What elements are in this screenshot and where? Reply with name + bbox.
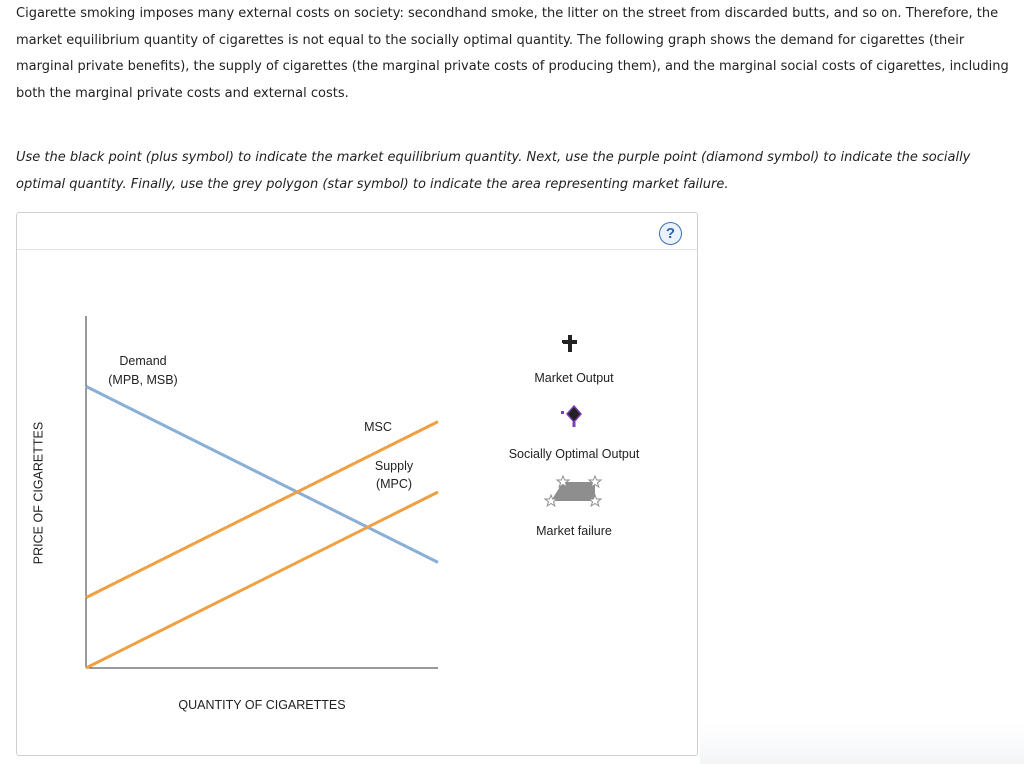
y-axis-label: PRICE OF CIGARETTES <box>31 421 46 565</box>
msc-curve <box>86 422 438 598</box>
plus-icon <box>562 335 577 352</box>
graph-panel <box>16 212 698 756</box>
x-axis-label: QUANTITY OF CIGARETTES <box>178 698 346 712</box>
demand-label: Demand <box>119 354 167 368</box>
supply-label: Supply <box>374 459 414 473</box>
diamond-icon <box>561 406 581 427</box>
market-output-tool[interactable] <box>534 335 614 385</box>
supply-curve <box>86 492 438 668</box>
socially-optimal-tool[interactable] <box>509 406 640 461</box>
demand-curve <box>86 386 438 562</box>
msc-label: MSC <box>364 420 392 434</box>
market-failure-tool[interactable] <box>536 476 612 538</box>
help-button[interactable]: ? <box>659 222 682 245</box>
market-failure-label: Market failure <box>536 524 612 538</box>
intro-text: Cigarette smoking imposes many external costs on society: secondhand smoke, the litter on the street from discarded butts, and so on. Therefore, the market equilibrium quantity of cigarettes is not equal to the socially optimal quantity. The following graph shows the demand for cigarettes (their marginal private benefits), the supply of cigarettes (the marginal private costs of producing them), and the marginal social costs of cigarettes, including both the marginal private costs and external costs. <box>16 6 1009 101</box>
graph-canvas <box>17 213 697 755</box>
bottom-fade <box>700 722 1024 764</box>
polygon-star-icon <box>545 476 601 506</box>
socially-optimal-label: Socially Optimal Output <box>508 447 640 461</box>
supply-label-sub: (MPC) <box>375 477 413 491</box>
instructions-text: Use the black point (plus symbol) to indicate the market equilibrium quantity. Next, use the purple point (diamond symbol) to indicate the socially optimal quantity. Finally, use the grey polygon (star symbol) to indicate the area representing market failure. <box>16 150 971 192</box>
market-output-label: Market Output <box>534 371 614 385</box>
demand-label-sub: (MPB, MSB) <box>108 373 178 387</box>
